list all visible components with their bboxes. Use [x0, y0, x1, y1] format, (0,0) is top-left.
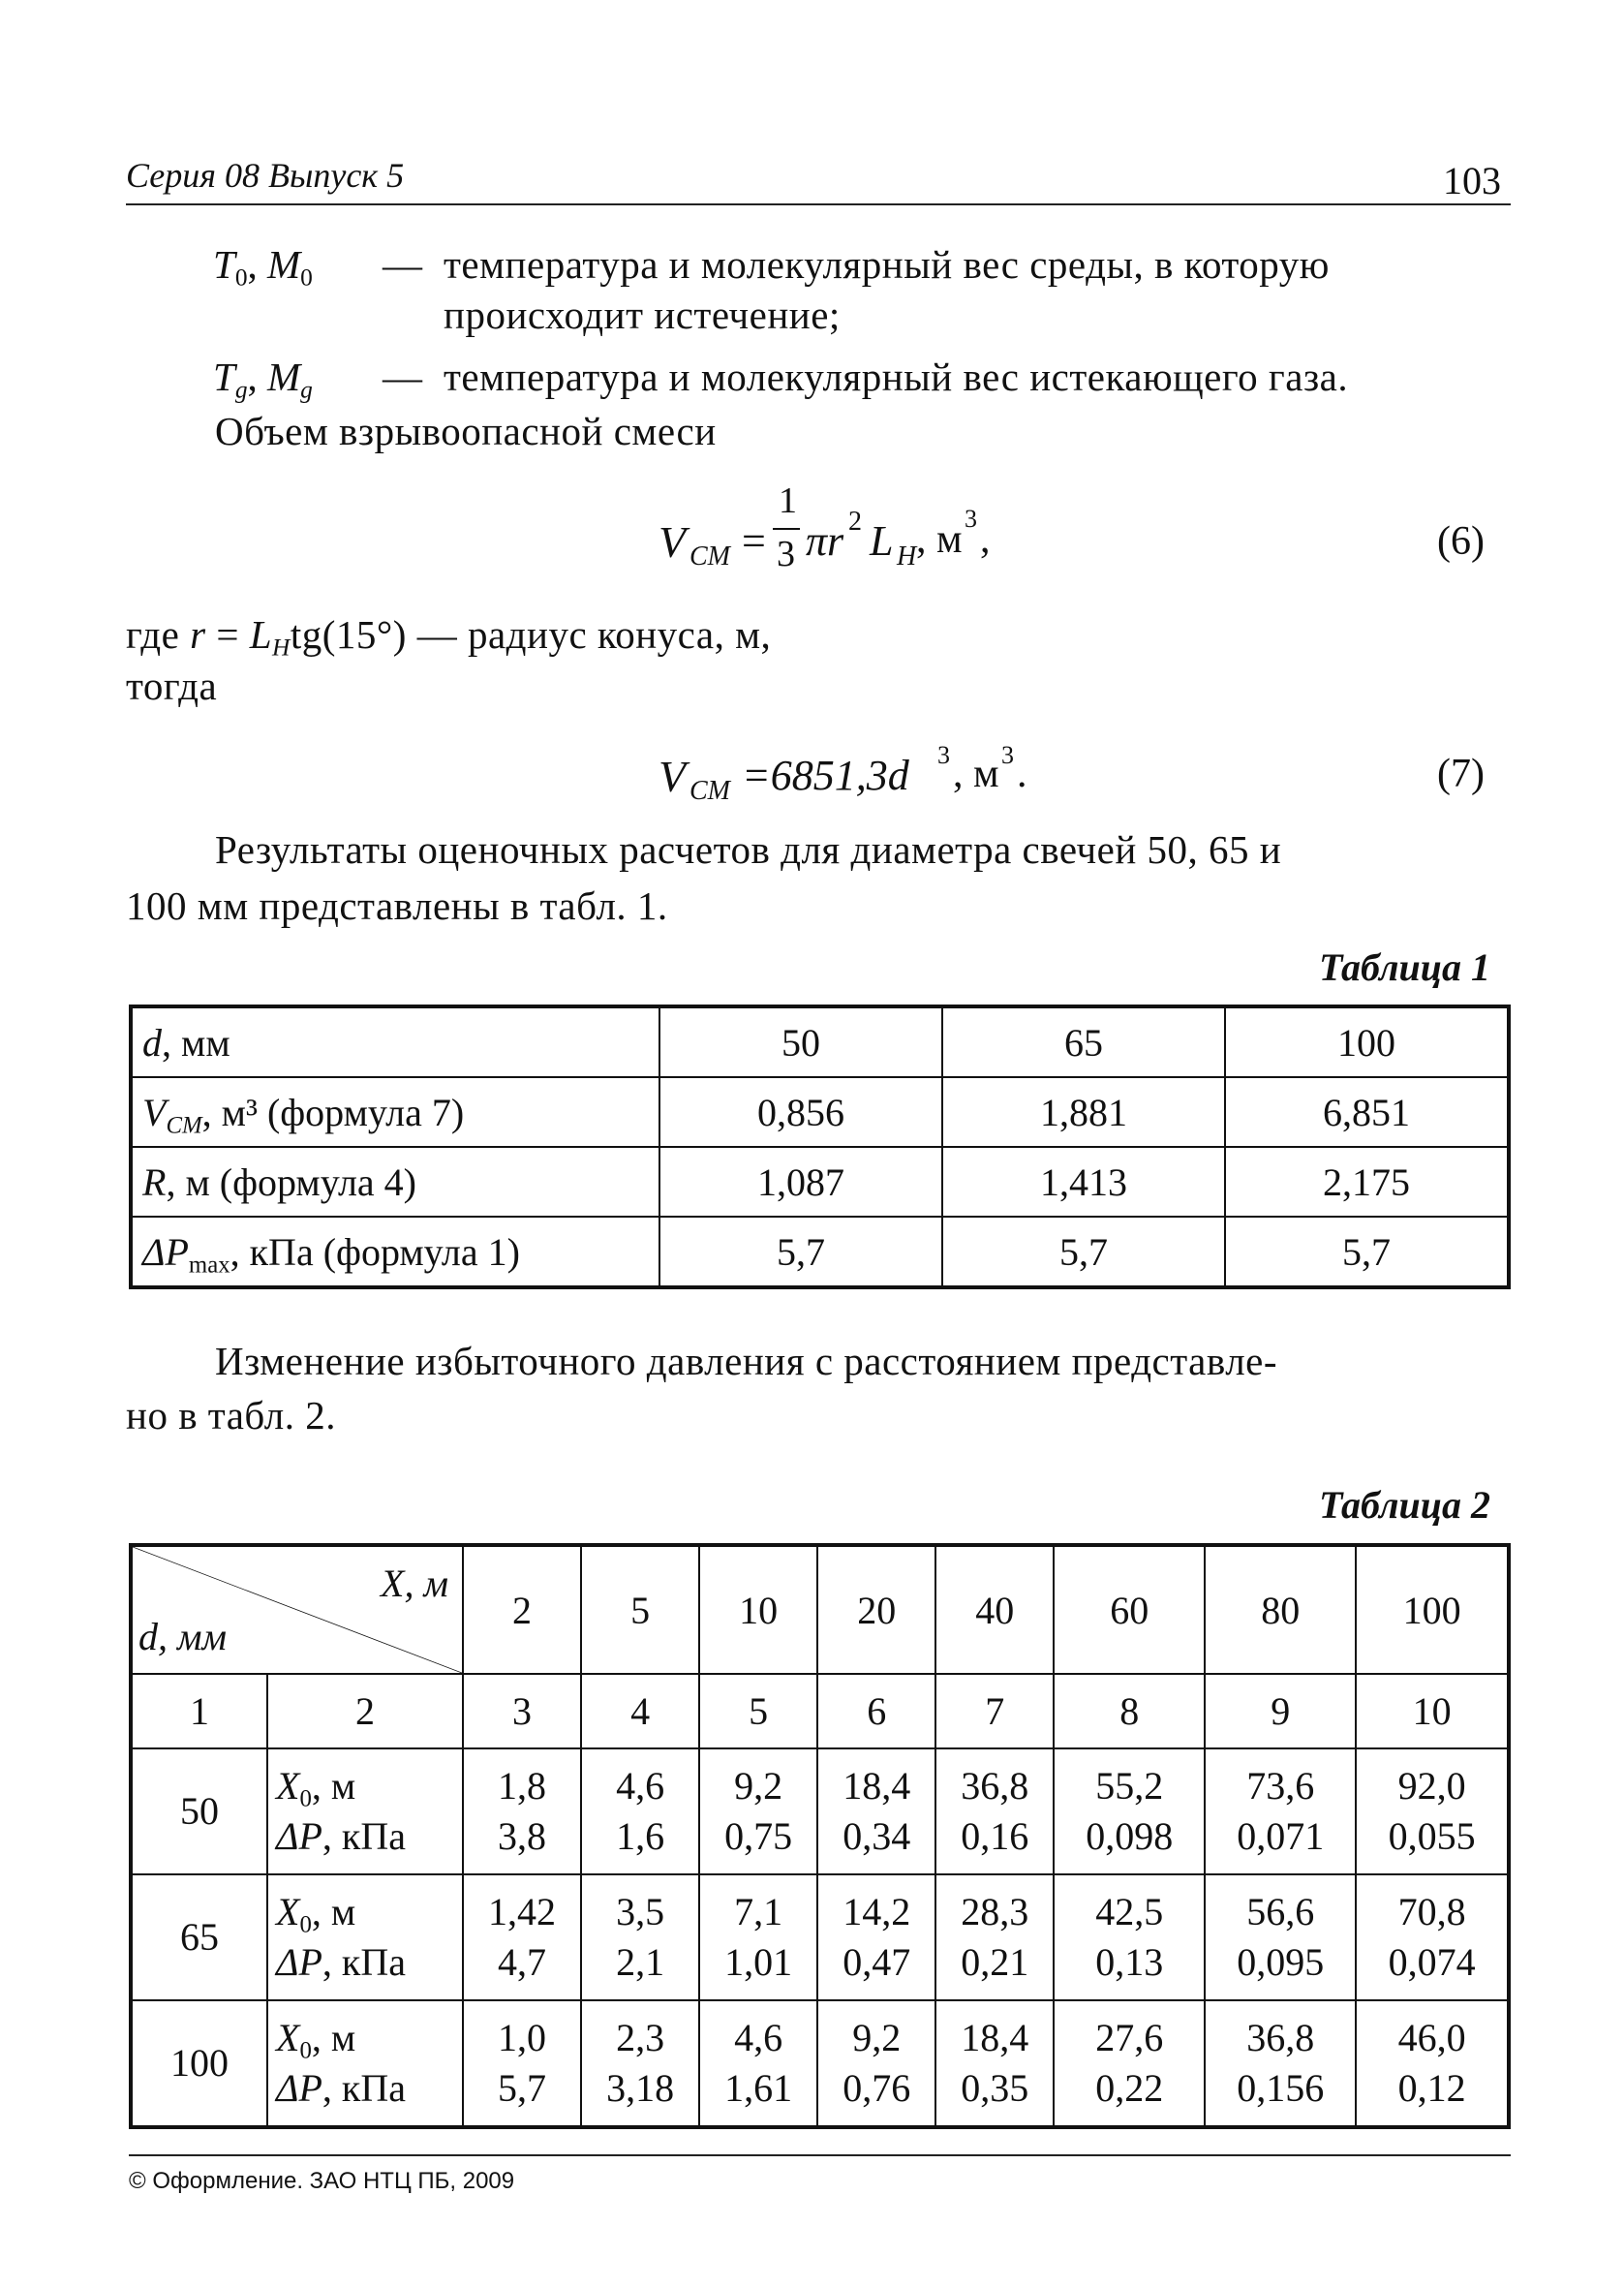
- formula-symbol: L: [870, 517, 894, 565]
- table-cell: 50: [659, 1006, 942, 1077]
- dp-value: 0,13: [1095, 1940, 1164, 1984]
- formula-symbol: V: [659, 517, 687, 567]
- copyright-footer: © Оформление. ЗАО НТЦ ПБ, 2009: [129, 2168, 515, 2194]
- dp-symbol: ΔP: [276, 1940, 322, 1984]
- quantity-label-cell: [267, 1748, 463, 1874]
- symbol-l: L: [249, 612, 272, 657]
- subscript: 0: [299, 2037, 312, 2064]
- x0-value: 55,2: [1095, 1764, 1164, 1808]
- definition-text-line: температура и молекулярный вес среды, в которую: [444, 242, 1330, 287]
- dp-value: 0,055: [1388, 1814, 1476, 1858]
- x0-value: 4,6: [734, 2016, 783, 2059]
- dp-value: 0,074: [1388, 1940, 1476, 1984]
- dp-unit: , кПа: [322, 1814, 406, 1858]
- formula-pi-r: πr: [806, 517, 844, 565]
- table-row: [131, 1217, 1509, 1287]
- row-label: [131, 1217, 659, 1287]
- table-cell: 0,856: [659, 1077, 942, 1147]
- dp-value: 0,095: [1237, 1940, 1325, 1984]
- dp-value: 0,22: [1095, 2066, 1164, 2110]
- table-cell: [699, 1748, 817, 1874]
- x0-value: 92,0: [1397, 1764, 1466, 1808]
- column-number: 2: [267, 1674, 463, 1748]
- x0-unit: , м: [311, 1764, 356, 1808]
- equation-number-7: (7): [1437, 752, 1485, 796]
- x0-symbol: X: [276, 1764, 300, 1808]
- equation-number-6: (6): [1437, 519, 1485, 564]
- column-number: 8: [1054, 1674, 1205, 1748]
- formula-superscript: 3: [937, 741, 950, 769]
- table-row: [131, 1874, 1509, 2000]
- dp-value: 0,76: [843, 2066, 911, 2110]
- formula-eq: =: [742, 517, 766, 565]
- table-row: [131, 1147, 1509, 1217]
- x0-value: 28,3: [961, 1890, 1029, 1933]
- label-symbol: d: [142, 1020, 162, 1065]
- definition-tg-mg: $T_g$, $M_g$ —: [213, 355, 422, 404]
- subscript: 0: [300, 263, 313, 292]
- then-word: тогда: [126, 664, 218, 708]
- table-cell: 2,175: [1225, 1147, 1509, 1217]
- dp-value: 0,34: [843, 1814, 911, 1858]
- table-cell: 5,7: [659, 1217, 942, 1287]
- x0-unit: , м: [311, 2016, 356, 2059]
- table-1: [129, 1005, 1511, 1289]
- dp-symbol: ΔP: [276, 1814, 322, 1858]
- row-label: [131, 1077, 659, 1147]
- table-header-row: [131, 1545, 1509, 1674]
- label-rest: , м (формула 4): [166, 1159, 416, 1204]
- dp-value: 1,6: [616, 1814, 665, 1858]
- label-subscript: max: [188, 1251, 230, 1278]
- x0-value: 3,5: [616, 1890, 665, 1933]
- dp-value: 0,071: [1237, 1814, 1325, 1858]
- dp-value: 0,098: [1086, 1814, 1174, 1858]
- table2-caption: Таблица 2: [1319, 1483, 1490, 1527]
- table-cell: [1054, 1874, 1205, 2000]
- row-label: [131, 1147, 659, 1217]
- table-cell: [1054, 1748, 1205, 1874]
- x-header-cell: 40: [935, 1545, 1054, 1674]
- x0-value: 27,6: [1095, 2016, 1164, 2059]
- page-number: 103: [1443, 159, 1501, 202]
- symbol-t: T: [213, 242, 235, 287]
- column-number: 5: [699, 1674, 817, 1748]
- dp-value: 0,21: [961, 1940, 1029, 1984]
- table-cell: [1356, 2000, 1509, 2127]
- dp-value: 5,7: [498, 2066, 547, 2110]
- dp-value: 0,75: [724, 1814, 793, 1858]
- table-row: [131, 1077, 1509, 1147]
- formula-rhs: =6851,3d: [742, 752, 909, 799]
- row-label: [131, 1006, 659, 1077]
- table-cell: 5,7: [942, 1217, 1225, 1287]
- table-cell: [581, 1748, 699, 1874]
- table-row: [131, 1006, 1509, 1077]
- x0-value: 18,4: [961, 2016, 1029, 2059]
- formula-symbol: V: [659, 752, 687, 801]
- table-cell: 6,851: [1225, 1077, 1509, 1147]
- x0-value: 36,8: [961, 1764, 1029, 1808]
- table-cell: [1356, 1874, 1509, 2000]
- x0-value: 4,6: [616, 1764, 665, 1808]
- formula-7: [659, 741, 1162, 819]
- x0-value: 18,4: [843, 1764, 911, 1808]
- where-eq: =: [205, 612, 250, 657]
- x0-value: 1,0: [498, 2016, 547, 2059]
- volume-intro: Объем взрывоопасной смеси: [215, 409, 717, 453]
- dp-value: 1,01: [724, 1940, 793, 1984]
- column-number: 4: [581, 1674, 699, 1748]
- x0-value: 46,0: [1397, 2016, 1466, 2059]
- x0-symbol: X: [276, 2016, 300, 2059]
- subscript: g: [300, 376, 313, 404]
- label-rest: , мм: [162, 1020, 230, 1065]
- formula-tail: .: [1017, 752, 1027, 796]
- label-rest: , кПа (формула 1): [230, 1229, 520, 1274]
- corner-d-label: d, мм: [138, 1615, 228, 1658]
- dp-value: 4,7: [498, 1940, 547, 1984]
- table-cell: 65: [942, 1006, 1225, 1077]
- label-symbol: V: [142, 1090, 167, 1134]
- results-paragraph-line: Результаты оценочных расчетов для диаметра свечей 50, 65 и: [215, 827, 1282, 872]
- where-prefix: где: [126, 612, 191, 657]
- column-number: 1: [131, 1674, 267, 1748]
- column-number: 7: [935, 1674, 1054, 1748]
- table-cell: [817, 1748, 935, 1874]
- x-header-cell: 2: [463, 1545, 581, 1674]
- fraction-denominator: 3: [777, 534, 795, 574]
- table-cell: [699, 1874, 817, 2000]
- table-cell: [817, 1874, 935, 2000]
- table-cell: [935, 2000, 1054, 2127]
- pressure-paragraph-line: Изменение избыточного давления с расстоянием представле-: [215, 1339, 1278, 1383]
- diameter-cell: 65: [131, 1874, 267, 2000]
- formula-subscript: CM: [689, 541, 730, 572]
- definition-dash: —: [383, 242, 422, 287]
- diameter-cell: 100: [131, 2000, 267, 2127]
- label-subscript: CM: [166, 1111, 202, 1138]
- table-cell: [1205, 1874, 1356, 2000]
- definition-t0-m0: $T_0$, $M_0$ —: [213, 242, 422, 292]
- definition-dash: —: [383, 355, 422, 399]
- dp-value: 3,18: [606, 2066, 675, 2110]
- dp-unit: , кПа: [322, 2066, 406, 2110]
- x0-unit: , м: [311, 1890, 356, 1933]
- formula-subscript: H: [897, 541, 917, 572]
- dp-value: 2,1: [616, 1940, 665, 1984]
- table-2: [129, 1543, 1511, 2129]
- x0-value: 1,8: [498, 1764, 547, 1808]
- dp-unit: , кПа: [322, 1940, 406, 1984]
- table-cell: 1,413: [942, 1147, 1225, 1217]
- dp-symbol: ΔP: [276, 2066, 322, 2110]
- x0-value: 7,1: [734, 1890, 783, 1933]
- formula-6: [659, 479, 1162, 605]
- dp-value: 0,12: [1397, 2066, 1466, 2110]
- formula-unit: , м: [953, 752, 999, 796]
- dp-value: 0,35: [961, 2066, 1029, 2110]
- subscript: 0: [299, 1911, 312, 1938]
- table-cell: 100: [1225, 1006, 1509, 1077]
- symbol-t: T: [213, 355, 235, 399]
- label-rest: , м³ (формула 7): [201, 1090, 465, 1134]
- symbol-m: M: [267, 242, 301, 287]
- subscript: g: [234, 376, 248, 404]
- series-header: Серия 08 Выпуск 5: [126, 156, 405, 195]
- formula-subscript: CM: [689, 776, 730, 806]
- subscript: 0: [299, 1785, 312, 1812]
- formula-tail: ,: [980, 517, 991, 562]
- definition-text-line: температура и молекулярный вес истекающего газа.: [444, 355, 1349, 399]
- x0-value: 73,6: [1246, 1764, 1315, 1808]
- footer-rule: [129, 2154, 1511, 2156]
- formula-superscript: 2: [848, 507, 862, 537]
- table-cell: [935, 1748, 1054, 1874]
- x-header-cell: 100: [1356, 1545, 1509, 1674]
- corner-x-label: X, м: [381, 1561, 448, 1605]
- pressure-paragraph-line: но в табл. 2.: [126, 1393, 336, 1438]
- column-number: 6: [817, 1674, 935, 1748]
- x-header-cell: 80: [1205, 1545, 1356, 1674]
- table-cell: [581, 2000, 699, 2127]
- fraction-bar: [773, 528, 800, 530]
- where-line: [126, 610, 772, 662]
- x0-value: 56,6: [1246, 1890, 1315, 1933]
- x-header-cell: 5: [581, 1545, 699, 1674]
- column-number: 10: [1356, 1674, 1509, 1748]
- column-number: 9: [1205, 1674, 1356, 1748]
- symbol-r: r: [190, 612, 206, 657]
- table-row: [131, 2000, 1509, 2127]
- x0-value: 9,2: [852, 2016, 902, 2059]
- label-symbol: ΔP: [142, 1229, 189, 1274]
- table-cell: [935, 1874, 1054, 2000]
- x0-value: 1,42: [488, 1890, 557, 1933]
- table-cell: [1205, 2000, 1356, 2127]
- fraction-numerator: 1: [779, 480, 797, 521]
- symbol-m: M: [267, 355, 301, 399]
- dp-value: 1,61: [724, 2066, 793, 2110]
- table-cell: 1,881: [942, 1077, 1225, 1147]
- x-header-cell: 20: [817, 1545, 935, 1674]
- label-symbol: R: [142, 1159, 167, 1204]
- header-rule: [126, 203, 1511, 205]
- subscript: 0: [234, 263, 248, 292]
- table-cell: 5,7: [1225, 1217, 1509, 1287]
- table-row: [131, 1748, 1509, 1874]
- column-number: 3: [463, 1674, 581, 1748]
- quantity-label-cell: [267, 2000, 463, 2127]
- quantity-label-cell: [267, 1874, 463, 2000]
- table-cell: 1,087: [659, 1147, 942, 1217]
- dp-value: 0,16: [961, 1814, 1029, 1858]
- table-cell: [1054, 2000, 1205, 2127]
- table-cell: [463, 1748, 581, 1874]
- dp-value: 0,47: [843, 1940, 911, 1984]
- x-header-cell: 10: [699, 1545, 817, 1674]
- table-cell: [1356, 1748, 1509, 1874]
- x0-value: 2,3: [616, 2016, 665, 2059]
- table1-caption: Таблица 1: [1319, 945, 1490, 989]
- subscript: H: [272, 634, 291, 662]
- x-header-cell: 60: [1054, 1545, 1205, 1674]
- column-number-row: [131, 1674, 1509, 1748]
- x0-symbol: X: [276, 1890, 300, 1933]
- formula-unit: , м: [916, 517, 963, 562]
- definition-text-line: происходит истечение;: [444, 293, 841, 337]
- dp-value: 0,156: [1237, 2066, 1325, 2110]
- table-cell: [463, 1874, 581, 2000]
- table-cell: [817, 2000, 935, 2127]
- x0-value: 36,8: [1246, 2016, 1315, 2059]
- table-cell: [463, 2000, 581, 2127]
- formula-superscript: 3: [965, 505, 977, 533]
- dp-value: 3,8: [498, 1814, 547, 1858]
- table-cell: [1205, 1748, 1356, 1874]
- x0-value: 14,2: [843, 1890, 911, 1933]
- diameter-cell: 50: [131, 1748, 267, 1874]
- table-cell: [581, 1874, 699, 2000]
- where-rest: tg(15°) — радиус конуса, м,: [290, 612, 772, 657]
- results-paragraph-line: 100 мм представлены в табл. 1.: [126, 883, 668, 928]
- x0-value: 42,5: [1095, 1890, 1164, 1933]
- corner-cell: [131, 1545, 463, 1674]
- table-cell: [699, 2000, 817, 2127]
- formula-superscript: 3: [1001, 741, 1014, 769]
- x0-value: 9,2: [734, 1764, 783, 1808]
- x0-value: 70,8: [1397, 1890, 1466, 1933]
